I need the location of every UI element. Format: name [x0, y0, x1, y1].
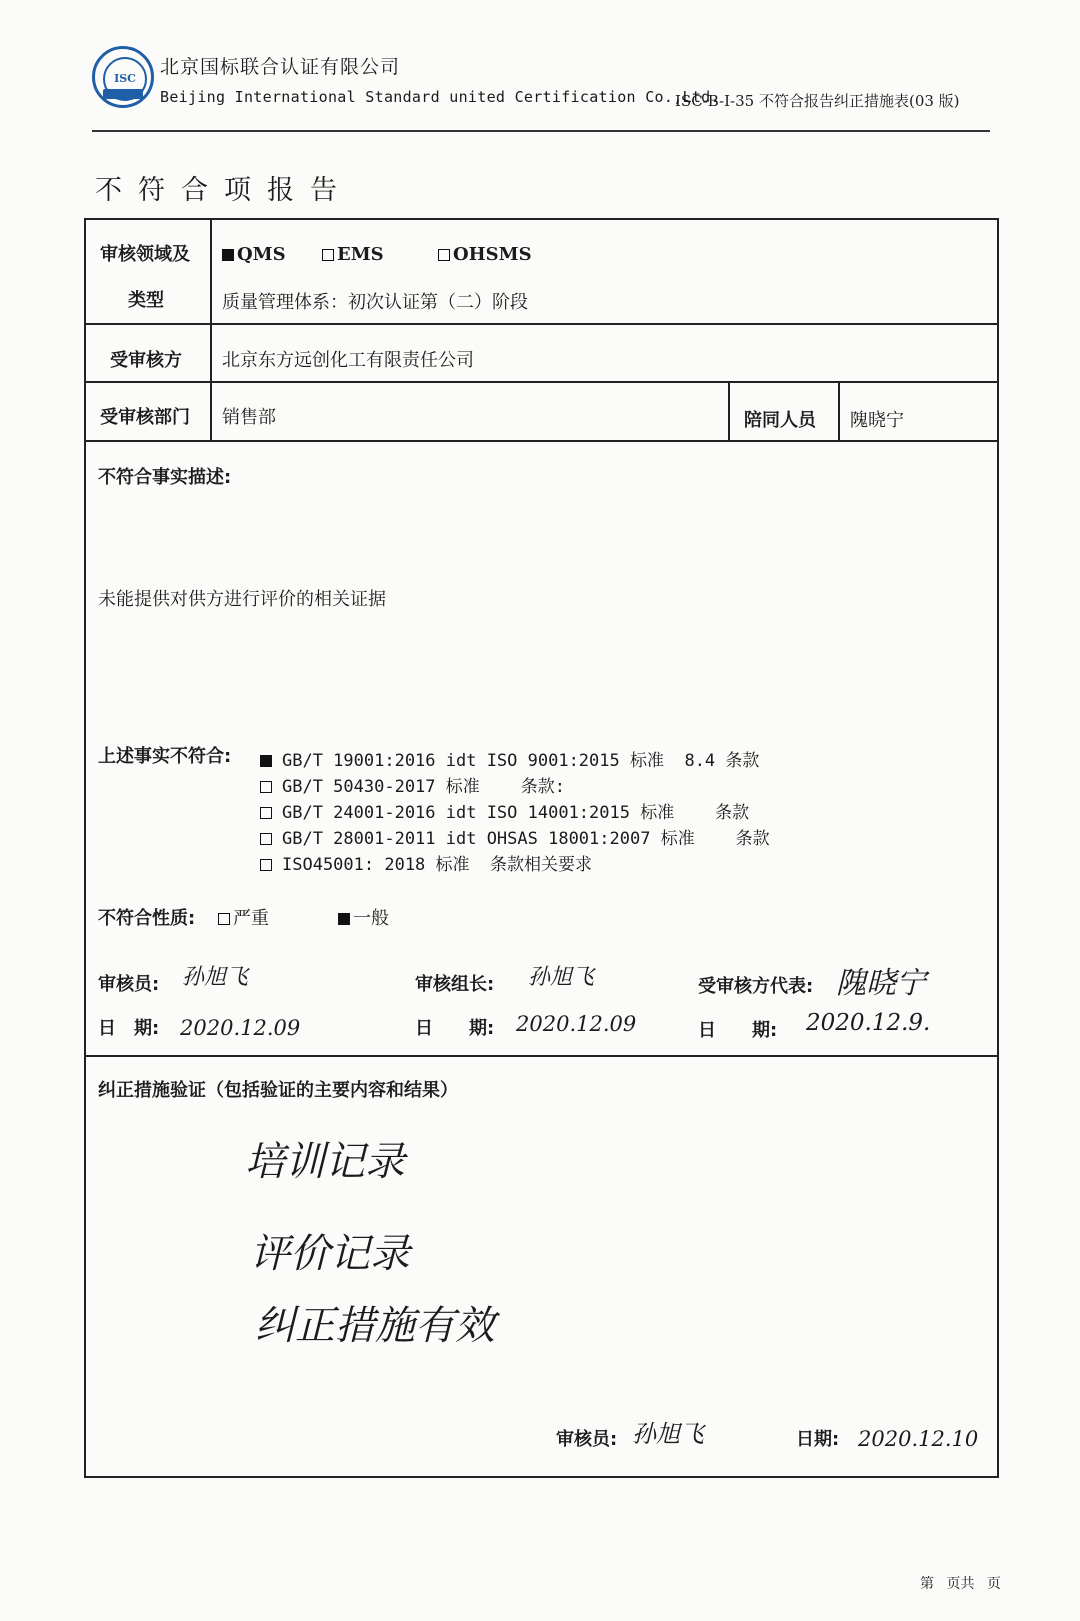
- header-divider: [92, 130, 990, 132]
- audit-area-label-line1: 审核领域及: [100, 244, 190, 265]
- verification-auditor-signature: 孙旭飞: [632, 1420, 704, 1448]
- standard-text: GB/T 28001-2011 idt OHSAS 18001:2007 标准 条款: [282, 829, 770, 849]
- qms-checkbox[interactable]: [222, 249, 234, 261]
- department-label: 受审核部门: [100, 407, 190, 428]
- ohsms-checkbox[interactable]: [438, 249, 450, 261]
- verification-line: 培训记录: [245, 1139, 405, 1185]
- ohsms-option[interactable]: [438, 244, 532, 265]
- audit-area-label-line2: 类型: [128, 290, 164, 311]
- representative-signature: 隗晓宁: [836, 966, 926, 1001]
- verification-date-label: 日期:: [796, 1429, 840, 1450]
- severe-label: 严重: [233, 908, 269, 929]
- company-name-en: Beijing International Standard united Certification Co.,Ltd.: [160, 88, 720, 106]
- auditee-value: 北京东方远创化工有限责任公司: [222, 350, 474, 371]
- page-number: 第 页共 页: [920, 1576, 1001, 1592]
- company-name-cn: 北京国标联合认证有限公司: [160, 56, 401, 78]
- ems-option[interactable]: [322, 244, 384, 265]
- escort-label: 陪同人员: [744, 410, 816, 431]
- leader-signature: 孙旭飞: [528, 965, 595, 990]
- qms-option-label: QMS: [237, 244, 286, 265]
- standard-row[interactable]: [260, 772, 565, 797]
- standard-checkbox[interactable]: [260, 781, 272, 793]
- standard-text: GB/T 19001:2016 idt ISO 9001:2015 标准 8.4 条款: [282, 751, 760, 771]
- standard-text: GB/T 50430-2017 标准 条款:: [282, 777, 565, 797]
- standard-checkbox[interactable]: [260, 859, 272, 871]
- nature-option-general[interactable]: [338, 904, 389, 930]
- verification-date: 2020.12.10: [858, 1427, 979, 1451]
- nature-option-severe[interactable]: [218, 904, 269, 930]
- leader-label: 审核组长:: [415, 974, 495, 995]
- row-divider: [84, 1055, 999, 1057]
- verification-line: 评价记录: [250, 1231, 410, 1277]
- company-logo: [92, 46, 154, 108]
- general-label: 一般: [353, 908, 389, 929]
- audit-stage: 质量管理体系：初次认证第（二）阶段: [222, 292, 528, 313]
- date-label: 日 期:: [98, 1018, 160, 1039]
- standard-row[interactable]: [260, 850, 592, 875]
- logo-text: ISC: [103, 57, 147, 101]
- general-checkbox[interactable]: [338, 913, 350, 925]
- row-divider: [84, 440, 999, 442]
- standard-row[interactable]: [260, 746, 759, 771]
- auditor-date: 2020.12.09: [180, 1016, 301, 1040]
- row-divider: [84, 381, 999, 383]
- ems-option-label: EMS: [337, 244, 384, 265]
- leader-date: 2020.12.09: [516, 1012, 637, 1036]
- verification-line: 纠正措施有效: [255, 1303, 495, 1349]
- auditor-signature: 孙旭飞: [182, 965, 249, 990]
- column-divider: [728, 381, 730, 441]
- department-value: 销售部: [222, 407, 276, 428]
- ems-checkbox[interactable]: [322, 249, 334, 261]
- description-label: 不符合事实描述:: [98, 467, 232, 488]
- violates-label: 上述事实不符合:: [98, 746, 232, 767]
- nature-label: 不符合性质:: [98, 908, 196, 929]
- ohsms-option-label: OHSMS: [453, 244, 532, 265]
- standard-row[interactable]: [260, 798, 749, 823]
- standard-checkbox[interactable]: [260, 755, 272, 767]
- auditor-label: 审核员:: [98, 974, 160, 995]
- representative-date: 2020.12.9.: [806, 1010, 931, 1036]
- standard-text: GB/T 24001-2016 idt ISO 14001:2015 标准 条款: [282, 803, 750, 823]
- standard-text: ISO45001: 2018 标准 条款相关要求: [282, 855, 592, 875]
- standard-row[interactable]: [260, 824, 770, 849]
- document-title: 不符合项报告: [95, 175, 353, 206]
- qms-option[interactable]: [222, 244, 286, 265]
- standard-checkbox[interactable]: [260, 807, 272, 819]
- auditee-label: 受审核方: [110, 350, 182, 371]
- verification-label: 纠正措施验证（包括验证的主要内容和结果）: [98, 1080, 458, 1101]
- verification-auditor-label: 审核员:: [556, 1429, 618, 1450]
- row-divider: [84, 323, 999, 325]
- date-label: 日 期:: [415, 1018, 495, 1039]
- severe-checkbox[interactable]: [218, 913, 230, 925]
- logo-ribbon: [103, 89, 143, 99]
- standard-checkbox[interactable]: [260, 833, 272, 845]
- date-label: 日 期:: [698, 1020, 778, 1041]
- escort-value: 隗晓宁: [850, 410, 904, 431]
- description-value: 未能提供对供方进行评价的相关证据: [98, 589, 386, 610]
- representative-label: 受审核方代表:: [698, 976, 814, 997]
- form-code: ISC-B-I-35 不符合报告纠正措施表(03 版): [675, 92, 960, 110]
- column-divider: [210, 218, 212, 441]
- column-divider: [838, 381, 840, 441]
